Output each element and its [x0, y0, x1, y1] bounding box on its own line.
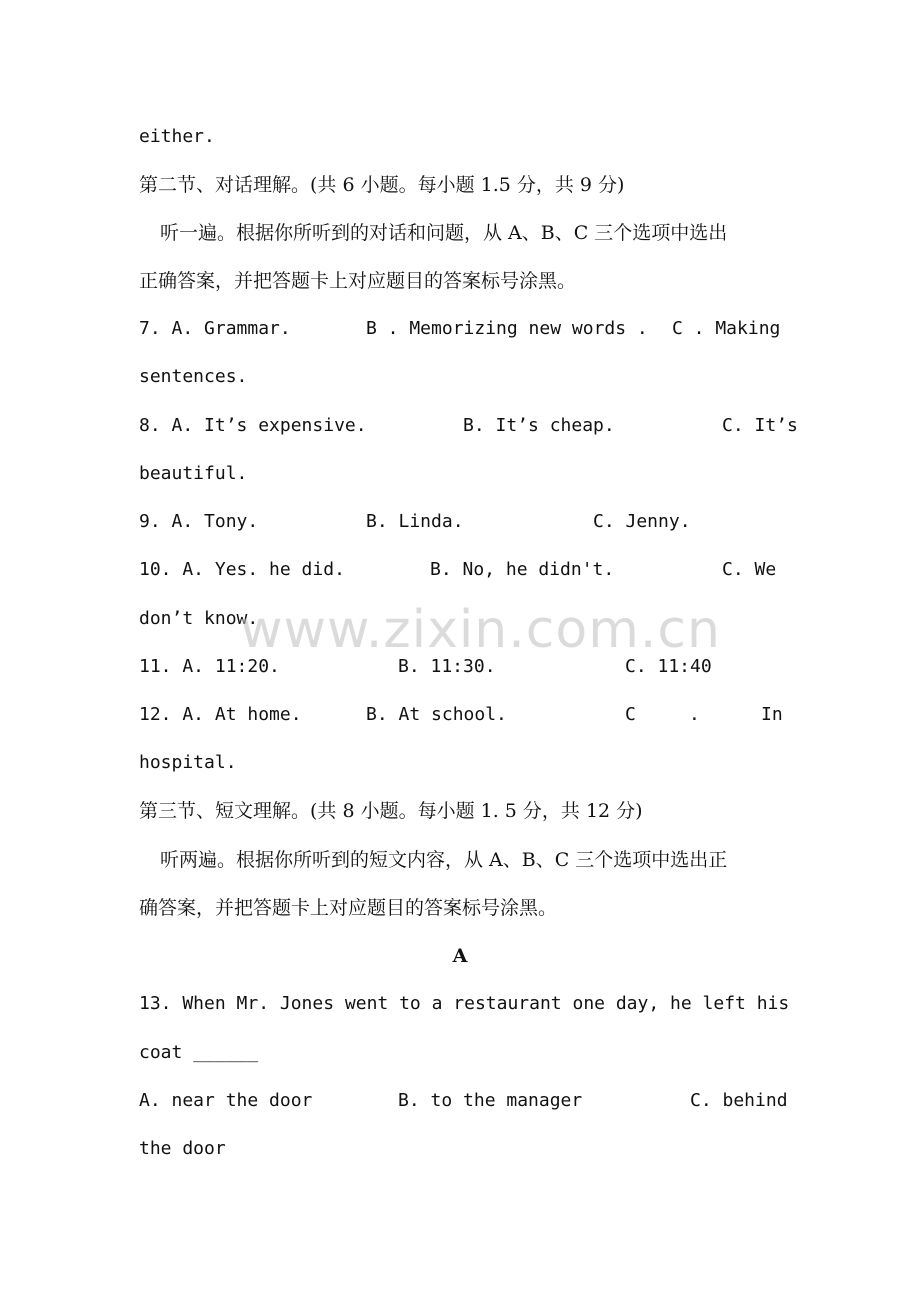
q9-option-b: B. Linda. [366, 511, 464, 532]
section-2-instruction-cont: 正确答案，并把答题卡上对应题目的答案标号涂黑。 [139, 270, 577, 292]
q11-option-c: C. 11:40 [625, 656, 712, 677]
q10-option-a: 10. A. Yes. he did. [139, 559, 345, 580]
section-2-instruction: 听一遍。根据你所听到的对话和问题，从 A、B、C 三个选项中选出 [160, 222, 728, 244]
q12-option-a: 12. A. At home. [139, 704, 302, 725]
text-line: either. [139, 126, 215, 147]
section-3-title: 第三节、短文理解。(共 8 小题。每小题 1. 5 分，共 12 分) [139, 800, 643, 822]
q12-option-c-letter: C [625, 704, 636, 725]
q13-stem-cont: coat ______ [139, 1042, 259, 1063]
q12-option-c-cont: hospital. [139, 752, 237, 773]
q13-option-a: A. near the door [139, 1090, 313, 1111]
q12-option-c-dot: . [689, 704, 700, 725]
q13-option-c-cont: the door [139, 1138, 226, 1159]
q7-option-c-cont: sentences. [139, 366, 248, 387]
q10-option-c-cont: don’t know. [139, 608, 259, 629]
q7-option-c: C . Making [672, 318, 781, 339]
q9-option-a: 9. A. Tony. [139, 511, 259, 532]
section-3-instruction-cont: 确答案，并把答题卡上对应题目的答案标号涂黑。 [139, 897, 558, 919]
q11-option-b: B. 11:30. [398, 656, 496, 677]
q7-option-b: B . Memorizing new words . [366, 318, 648, 339]
q13-option-c: C. behind [690, 1090, 788, 1111]
q8-option-b: B. It’s cheap. [463, 415, 615, 436]
q12-option-b: B. At school. [366, 704, 507, 725]
q8-option-c-cont: beautiful. [139, 463, 248, 484]
section-3-instruction: 听两遍。根据你所听到的短文内容，从 A、B、C 三个选项中选出正 [160, 849, 728, 871]
q13-option-b: B. to the manager [398, 1090, 583, 1111]
q7-option-a: 7. A. Grammar. [139, 318, 291, 339]
passage-label: A [452, 945, 468, 967]
q13-stem: 13. When Mr. Jones went to a restaurant one day, he left his [139, 993, 790, 1014]
q8-option-a: 8. A. It’s expensive. [139, 415, 367, 436]
q9-option-c: C. Jenny. [593, 511, 691, 532]
q12-option-c-word: In [761, 704, 783, 725]
section-2-title: 第二节、对话理解。(共 6 小题。每小题 1.5 分，共 9 分) [139, 174, 625, 196]
q10-option-c: C. We [722, 559, 777, 580]
q11-option-a: 11. A. 11:20. [139, 656, 280, 677]
watermark: www.zixin.com.cn [240, 600, 721, 660]
q8-option-c: C. It’s [722, 415, 798, 436]
q10-option-b: B. No, he didn't. [430, 559, 615, 580]
